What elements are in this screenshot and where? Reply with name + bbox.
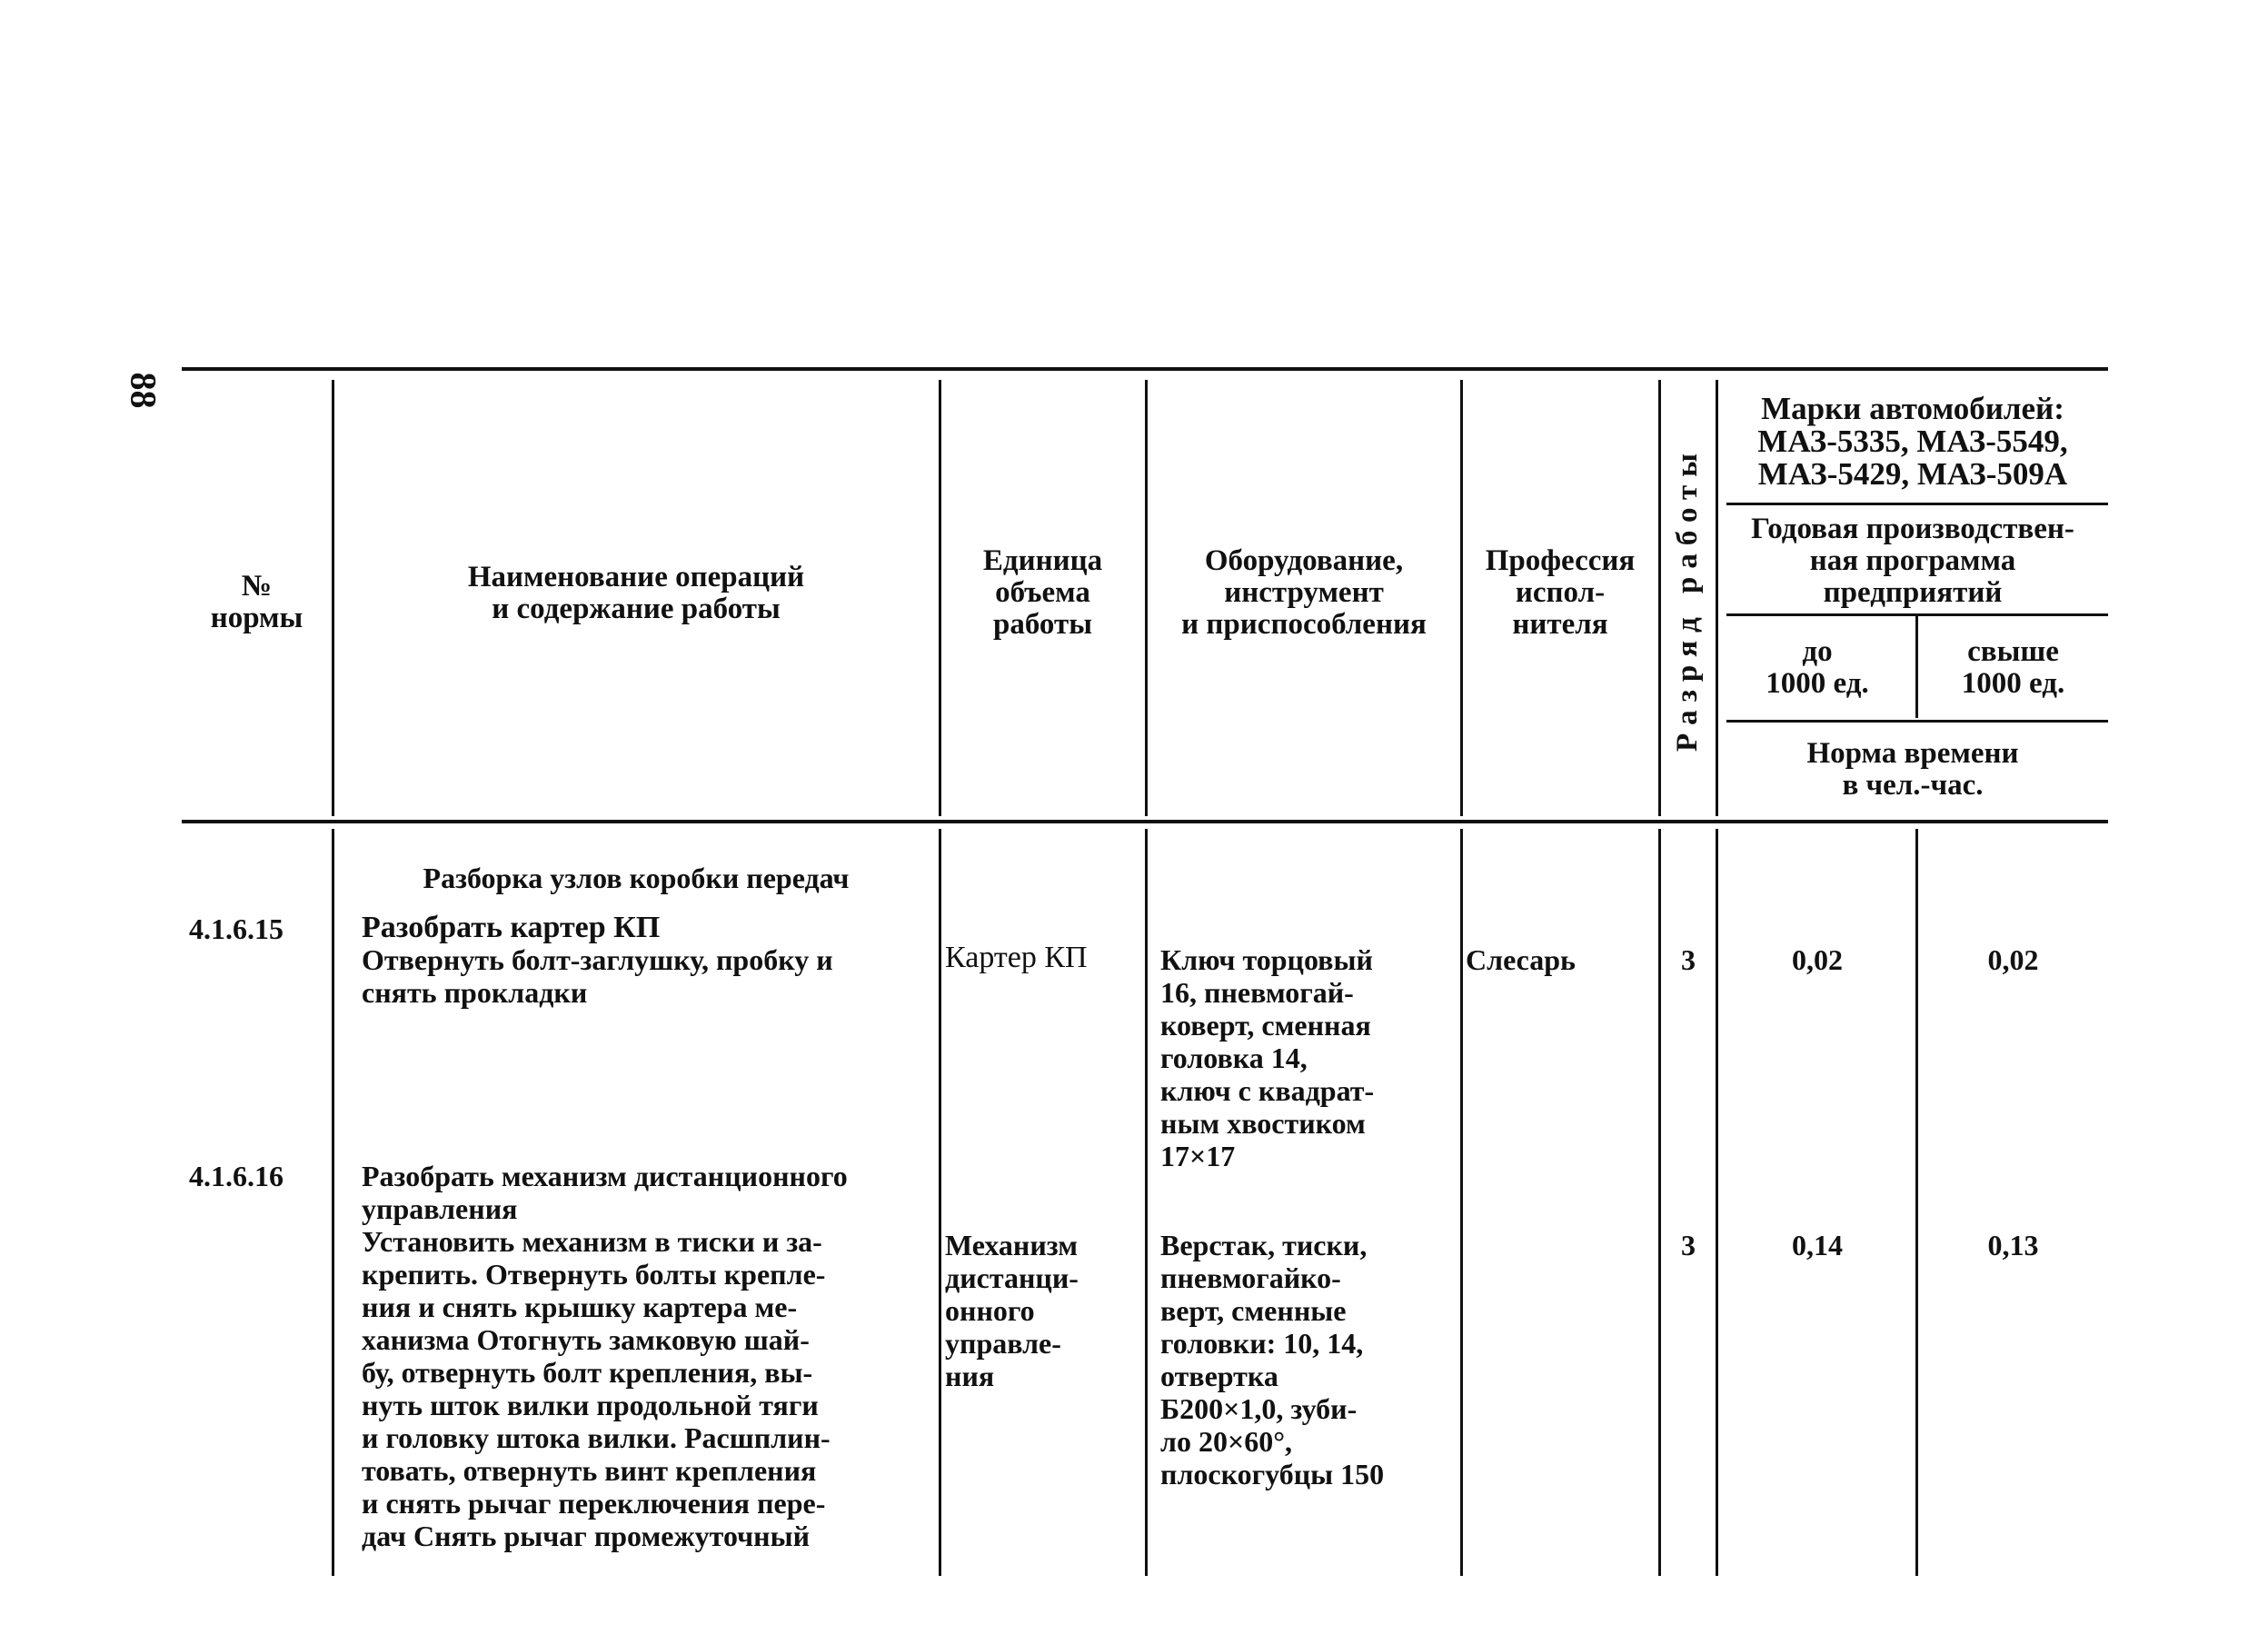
col-line xyxy=(332,380,334,816)
header-number: № нормы xyxy=(210,570,303,634)
col-line xyxy=(332,829,334,1576)
table-top-rule xyxy=(182,367,2108,371)
col-line xyxy=(1915,829,1918,1576)
header-operation: Наименование операций и содержание работы xyxy=(467,561,805,625)
col-line xyxy=(1658,829,1661,1576)
unit-cell: Картер КП xyxy=(945,941,1088,974)
header-grade xyxy=(1661,380,1716,816)
section-title: Разборка узлов коробки передач xyxy=(423,862,850,894)
col-line xyxy=(1145,380,1148,816)
unit-cell: Механизм дистанци- онного управле- ния xyxy=(945,1229,1079,1392)
page-number: 88 xyxy=(123,372,164,409)
col-line xyxy=(939,380,941,816)
grade-cell: 3 xyxy=(1681,943,1696,976)
grade-cell: 3 xyxy=(1681,1229,1696,1261)
operation-body: Отвернуть болт-заглушку, пробку и снять прокладки xyxy=(362,943,833,1009)
subcol-divider xyxy=(1726,720,2108,723)
time-over-cell: 0,13 xyxy=(1987,1229,2039,1261)
time-over-cell: 0,02 xyxy=(1987,943,2039,976)
equipment-cell: Ключ торцовый 16, пневмогай- коверт, сменная головка 14, ключ с квадрат- ным хвостиком 17×17 xyxy=(1160,943,1375,1172)
col-line xyxy=(1460,829,1463,1576)
col-line xyxy=(1915,616,1918,718)
col-line xyxy=(1460,380,1463,816)
header-norm: Норма времени в чел.-час. xyxy=(1806,737,2019,802)
col-line xyxy=(1716,380,1718,816)
header-upto: до 1000 ед. xyxy=(1766,635,1869,700)
time-upto-cell: 0,14 xyxy=(1792,1229,1843,1261)
header-over: свыше 1000 ед. xyxy=(1961,635,2065,700)
equipment-cell: Верстак, тиски, пневмогайко- верт, сменные головки: 10, 14, отвертка Б200×1,0, зуби- ло 20×60°, плоскогубцы 150 xyxy=(1160,1229,1385,1490)
row-number: 4.1.6.16 xyxy=(189,1160,284,1192)
operation-body: Установить механизм в тиски и за- крепить. Отвернуть болты крепле- ния и снять крышку картера ме- ханизма Отогнуть замковую шай- бу, отвернуть болт крепления, вы- нуть шток вилки продольной тяги и головку штока вилки. Расшплин- товать, отвернуть винт крепления и снять рычаг переключения пере- дач Снять рычаг промежуточный xyxy=(362,1225,831,1552)
header-program: Годовая производствен- ная программа предприятий xyxy=(1751,513,2074,609)
col-line xyxy=(1716,829,1718,1576)
time-upto-cell: 0,02 xyxy=(1792,943,1843,976)
row-number: 4.1.6.15 xyxy=(189,912,284,945)
header-profession: Профессия испол- нителя xyxy=(1485,544,1636,641)
header-bottom-rule xyxy=(182,820,2108,823)
col-line xyxy=(1145,829,1148,1576)
header-equipment: Оборудование, инструмент и приспособления xyxy=(1181,544,1427,641)
operation-title: Разобрать механизм дистанционного управления xyxy=(362,1160,848,1225)
brands-divider xyxy=(1726,503,2108,505)
header-grade-text: Разряд работы xyxy=(1671,444,1705,752)
operation-title: Разобрать картер КП xyxy=(362,911,661,944)
header-brands: Марки автомобилей: МАЗ-5335, МАЗ-5549, МАЗ-5429, МАЗ-509А xyxy=(1757,391,2068,492)
header-unit: Единица объема работы xyxy=(982,544,1103,641)
profession-cell: Слесарь xyxy=(1466,943,1576,976)
